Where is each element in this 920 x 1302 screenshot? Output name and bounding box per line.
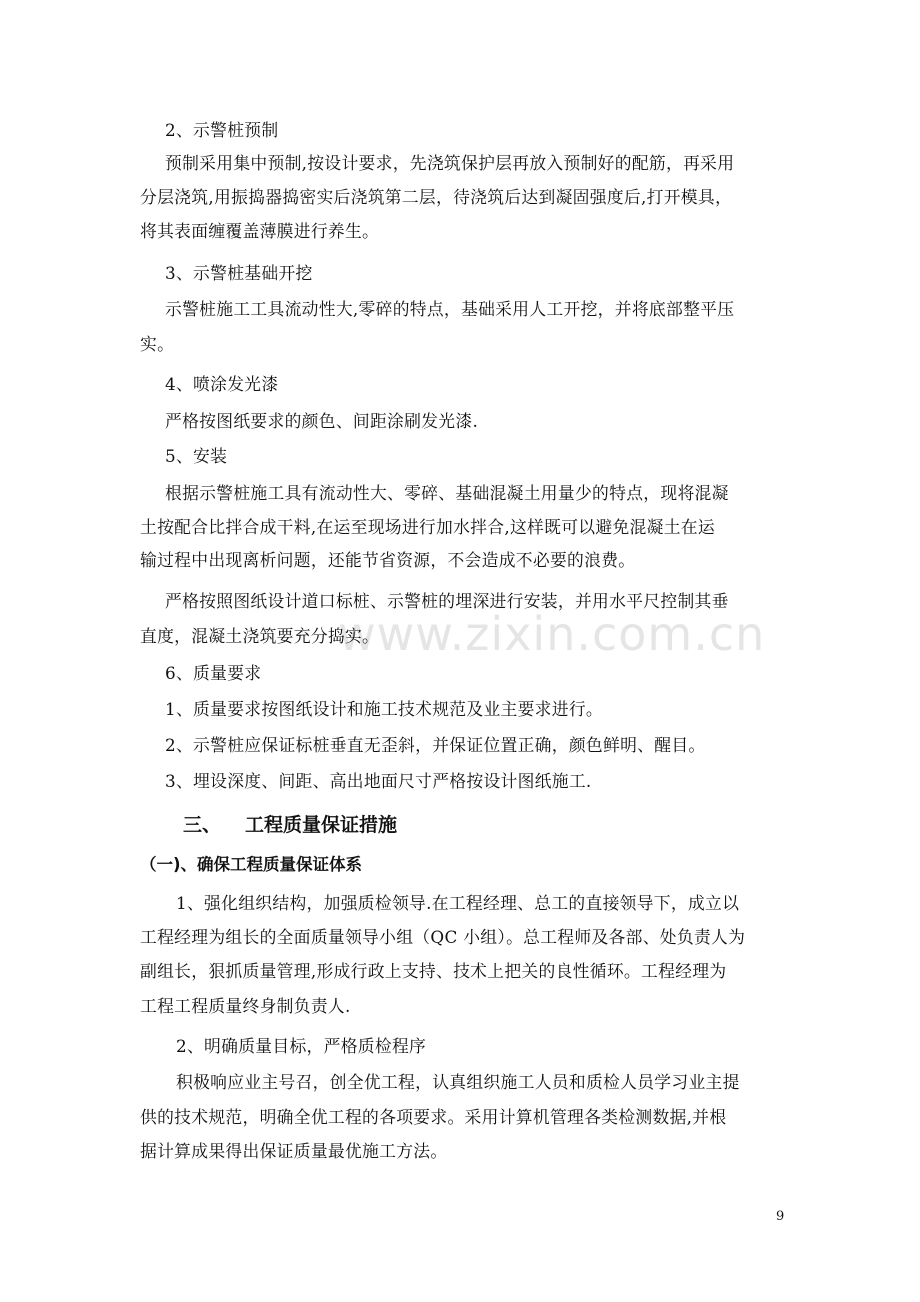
paragraph-line: 示警桩施工工具流动性大,零碎的特点，基础采用人工开挖，并将底部整平压 xyxy=(165,299,735,319)
item-heading-5: 5、安装 xyxy=(165,446,228,466)
paragraph-line: 严格按图纸要求的颜色、间距涂刷发光漆. xyxy=(165,411,479,431)
list-item: 3、埋设深度、间距、高出地面尺寸严格按设计图纸施工. xyxy=(165,771,592,791)
paragraph-line: 分层浇筑,用振捣器捣密实后浇筑第二层，待浇筑后达到凝固强度后,打开模具， xyxy=(140,187,733,207)
paragraph-line: 积极响应业主号召，创全优工程，认真组织施工人员和质检人员学习业主提 xyxy=(176,1072,740,1092)
list-item: 1、质量要求按图纸设计和施工技术规范及业主要求进行。 xyxy=(165,699,604,719)
paragraph-line: 工程经理为组长的全面质量领导小组（QC 小组）。总工程师及各部、处负责人为 xyxy=(140,927,746,947)
paragraph-line: 严格按照图纸设计道口标桩、示警桩的埋深进行安装，并用水平尺控制其垂 xyxy=(165,591,729,611)
item-heading-2: 2、示警桩预制 xyxy=(165,120,279,140)
paragraph-line: 土按配合比拌合成干料,在运至现场进行加水拌合,这样既可以避免混凝土在运 xyxy=(140,517,715,537)
item-heading-6: 6、质量要求 xyxy=(165,663,262,683)
subsection-heading: （一)、确保工程质量保证体系 xyxy=(140,855,363,874)
paragraph-line: 预制采用集中预制,按设计要求，先浇筑保护层再放入预制好的配筋，再采用 xyxy=(165,153,735,173)
paragraph-line: 供的技术规范，明确全优工程的各项要求。采用计算机管理各类检测数据,并根 xyxy=(140,1107,727,1127)
paragraph-line: 工程工程质量终身制负责人. xyxy=(140,996,351,1016)
paragraph-line: 实。 xyxy=(140,334,175,354)
list-item: 2、示警桩应保证标桩垂直无歪斜，并保证位置正确，颜色鲜明、醒目。 xyxy=(165,735,706,755)
watermark: www.zixin.com.cn xyxy=(338,607,766,661)
paragraph-line: 1、强化组织结构，加强质检领导.在工程经理、总工的直接领导下，成立以 xyxy=(176,893,740,913)
item-heading-3: 3、示警桩基础开挖 xyxy=(165,263,313,283)
paragraph-line: 副组长，狠抓质量管理,形成行政上支持、技术上把关的良性循环。工程经理为 xyxy=(140,961,727,981)
paragraph-line: 将其表面缠覆盖薄膜进行养生。 xyxy=(140,221,380,241)
section-number: 三、 xyxy=(183,814,222,836)
paragraph-line: 输过程中出现离析问题，还能节省资源，不会造成不必要的浪费。 xyxy=(140,550,636,570)
page-number: 9 xyxy=(776,1209,785,1224)
paragraph-line: 据计算成果得出保证质量最优施工方法。 xyxy=(140,1141,448,1161)
section-heading xyxy=(183,812,397,838)
item-heading-quality-target: 2、明确质量目标，严格质检程序 xyxy=(176,1036,427,1056)
paragraph-line: 根据示警桩施工具有流动性大、零碎、基础混凝土用量少的特点，现将混凝 xyxy=(165,483,729,503)
paragraph-line: 直度，混凝土浇筑要充分捣实。 xyxy=(140,626,380,646)
section-title: 工程质量保证措施 xyxy=(245,814,398,836)
item-heading-4: 4、喷涂发光漆 xyxy=(165,374,279,394)
